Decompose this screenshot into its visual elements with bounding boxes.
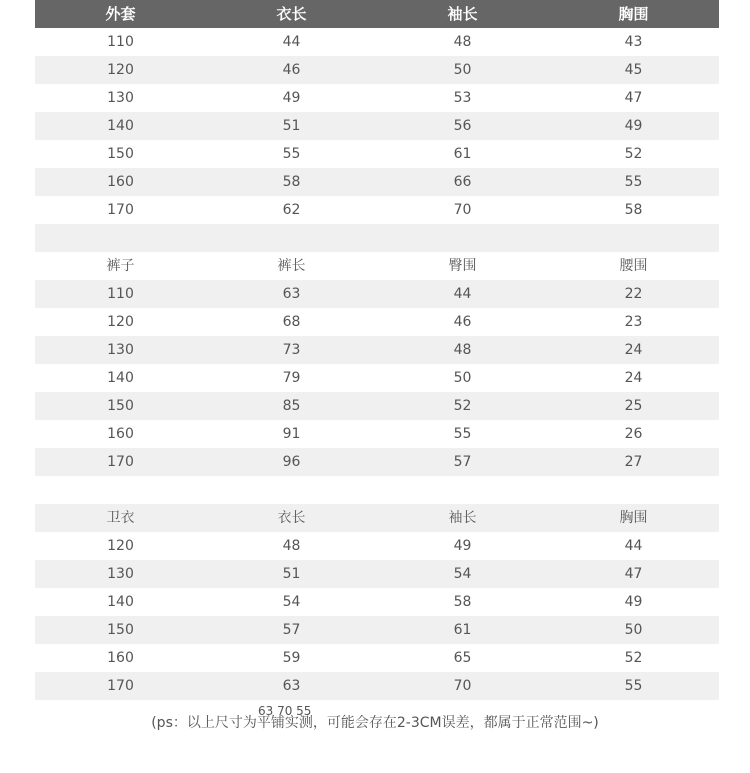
value-cell: 85 [282,398,301,414]
size-cell: 160 [107,426,134,442]
header-cell: 胸围 [618,5,649,23]
size-cell: 120 [107,62,134,78]
value-cell: 91 [282,426,301,442]
value-cell: 46 [453,314,472,330]
value-cell: 51 [282,566,301,582]
pants-size-table [35,252,719,504]
value-cell: 52 [624,146,643,162]
value-cell: 26 [624,426,643,442]
table-row [35,140,719,168]
sweatshirt-header-row [35,504,719,532]
header-cell: 袖长 [447,5,478,23]
header-cell: 衣长 [276,5,307,23]
value-cell: 56 [453,118,472,134]
jacket-size-table [35,0,719,252]
value-cell: 54 [282,594,301,610]
size-cell: 110 [107,34,134,50]
size-cell: 120 [107,314,134,330]
value-cell: 57 [282,622,301,638]
size-cell: 120 [107,538,134,554]
table-row [35,308,719,336]
value-cell: 24 [624,370,643,386]
overlapping-values-text: 63 70 55 [258,704,312,718]
value-cell: 50 [453,370,472,386]
size-cell: 130 [107,90,134,106]
value-cell: 48 [453,342,472,358]
value-cell: 62 [282,202,301,218]
value-cell: 50 [453,62,472,78]
measurement-note: (ps：以上尺寸为平铺实测，可能会存在2-3CM误差，都属于正常范围~) [151,715,599,731]
table-row [35,364,719,392]
table-row [35,196,719,224]
table-row [35,280,719,308]
value-cell: 49 [624,594,643,610]
value-cell: 55 [624,174,643,190]
value-cell: 58 [282,174,301,190]
size-cell: 170 [107,678,134,694]
value-cell: 53 [453,90,472,106]
jacket-header-row [35,0,719,28]
value-cell: 45 [624,62,643,78]
value-cell: 55 [624,678,643,694]
value-cell: 43 [624,34,643,50]
table-row [35,616,719,644]
size-cell: 170 [107,202,134,218]
value-cell: 61 [453,622,472,638]
table-row [35,392,719,420]
value-cell: 52 [624,650,643,666]
header-cell: 腰围 [619,258,648,274]
value-cell: 49 [453,538,472,554]
value-cell: 44 [624,538,643,554]
value-cell: 22 [624,286,643,302]
header-cell: 裤长 [277,258,306,274]
table-row [35,588,719,616]
value-cell: 48 [282,538,301,554]
value-cell: 49 [624,118,643,134]
value-cell: 55 [282,146,301,162]
table-row [35,644,719,672]
value-cell: 54 [453,566,472,582]
value-cell: 47 [624,566,643,582]
value-cell: 66 [453,174,472,190]
size-cell: 140 [107,370,134,386]
value-cell: 96 [282,454,301,470]
value-cell: 58 [453,594,472,610]
size-cell: 130 [107,342,134,358]
table-spacer [35,224,719,252]
value-cell: 79 [282,370,301,386]
value-cell: 27 [624,454,643,470]
value-cell: 50 [624,622,643,638]
value-cell: 70 [453,678,472,694]
value-cell: 44 [282,34,301,50]
value-cell: 24 [624,342,643,358]
value-cell: 65 [453,650,472,666]
table-row [35,168,719,196]
value-cell: 70 [453,202,472,218]
value-cell: 61 [453,146,472,162]
value-cell: 55 [453,426,472,442]
value-cell: 73 [282,342,301,358]
size-cell: 160 [107,650,134,666]
value-cell: 25 [624,398,643,414]
size-cell: 150 [107,398,134,414]
value-cell: 51 [282,118,301,134]
value-cell: 63 [282,678,301,694]
pants-header-row [35,252,719,280]
size-cell: 150 [107,622,134,638]
value-cell: 46 [282,62,301,78]
value-cell: 52 [453,398,472,414]
table-row [35,532,719,560]
value-cell: 57 [453,454,472,470]
value-cell: 49 [282,90,301,106]
size-cell: 150 [107,146,134,162]
size-cell: 140 [107,118,134,134]
value-cell: 44 [453,286,472,302]
table-row [35,56,719,84]
header-cell: 外套 [105,5,136,23]
value-cell: 58 [624,202,643,218]
size-cell: 160 [107,174,134,190]
value-cell: 47 [624,90,643,106]
value-cell: 68 [282,314,301,330]
table-row [35,28,719,56]
sweatshirt-size-table [35,504,719,700]
size-cell: 170 [107,454,134,470]
table-row [35,84,719,112]
header-cell: 裤子 [106,258,135,274]
size-cell: 140 [107,594,134,610]
value-cell: 59 [282,650,301,666]
size-cell: 130 [107,566,134,582]
table-row [35,560,719,588]
header-cell: 衣长 [277,510,306,526]
value-cell: 48 [453,34,472,50]
header-cell: 袖长 [448,510,477,526]
table-row [35,672,719,700]
table-spacer [35,476,719,504]
table-row [35,112,719,140]
table-row [35,336,719,364]
header-cell: 卫衣 [106,510,135,526]
value-cell: 23 [624,314,643,330]
header-cell: 胸围 [619,510,648,526]
size-cell: 110 [107,286,134,302]
table-row [35,420,719,448]
header-cell: 臀围 [448,258,477,274]
value-cell: 63 [282,286,301,302]
table-row [35,448,719,476]
